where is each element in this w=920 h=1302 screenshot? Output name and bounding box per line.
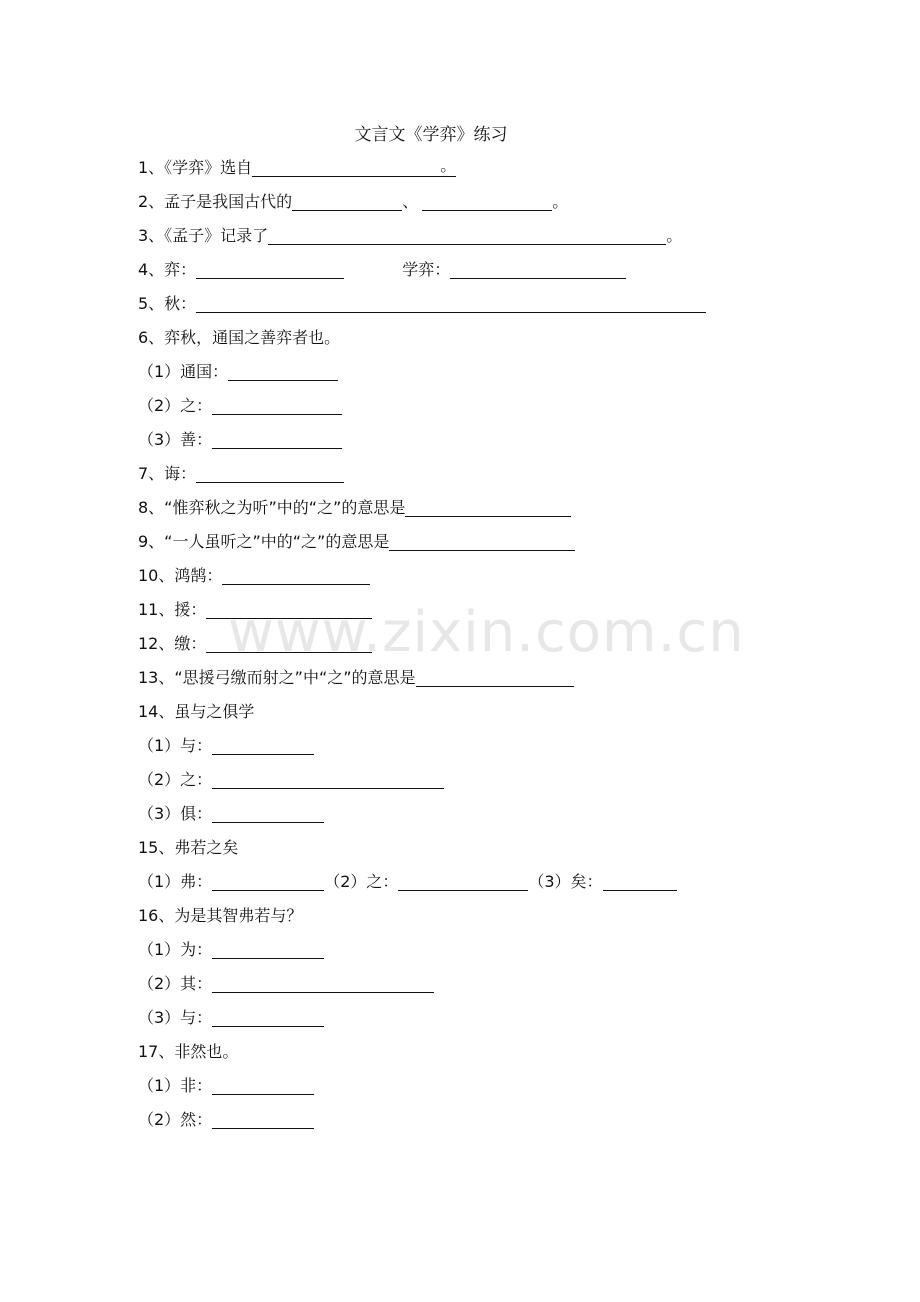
question-6-text: 6、弈秋，通国之善弈者也。: [138, 328, 341, 347]
answer-blank[interactable]: [603, 870, 677, 891]
question-1: [138, 155, 456, 181]
sub-question-text: （1）与：: [138, 736, 213, 755]
answer-blank[interactable]: [212, 768, 444, 789]
answer-blank[interactable]: [212, 972, 434, 993]
question-17-sub-2: [138, 1107, 314, 1133]
question-17-sub-1: [138, 1073, 314, 1099]
question-1-text: 1、《学弈》选自: [138, 158, 253, 177]
sub-question-text: （2）之：: [138, 396, 213, 415]
question-6-sub-1: [138, 359, 338, 385]
question-2: [138, 189, 568, 215]
question-16-sub-3: [138, 1005, 324, 1031]
answer-blank[interactable]: [212, 870, 324, 891]
question-8-text: 8、“惟弈秋之为听”中的“之”的意思是: [138, 498, 406, 517]
sub-question-text: （3）与：: [138, 1008, 213, 1027]
question-5-text: 5、秋：: [138, 294, 197, 313]
question-4-text-b: 学弈：: [402, 260, 451, 279]
question-12-text: 12、缴：: [138, 634, 207, 653]
sub-question-text: （3）矣：: [528, 872, 603, 891]
question-9: [138, 529, 575, 555]
question-10: [138, 563, 370, 589]
answer-blank[interactable]: [252, 156, 440, 177]
answer-blank[interactable]: [268, 224, 666, 245]
watermark: www.zixin.com.cn: [228, 600, 745, 665]
answer-blank[interactable]: [196, 292, 706, 313]
question-16: [138, 903, 302, 929]
question-17-text: 17、非然也。: [138, 1042, 239, 1061]
sub-question-text: （2）之：: [324, 872, 399, 891]
question-3-suffix: 。: [666, 226, 683, 245]
question-15: [138, 835, 238, 861]
question-8: [138, 495, 571, 521]
question-7: [138, 461, 344, 487]
question-5: [138, 291, 706, 317]
question-11-text: 11、援：: [138, 600, 207, 619]
question-4-text: 4、弈：: [138, 260, 197, 279]
question-10-text: 10、鸿鹄：: [138, 566, 223, 585]
question-6-sub-3: [138, 427, 342, 453]
question-14-sub-1: [138, 733, 314, 759]
question-3-text: 3、《孟子》记录了: [138, 226, 269, 245]
question-17: [138, 1039, 238, 1065]
answer-blank[interactable]: [212, 938, 324, 959]
answer-blank[interactable]: [212, 394, 342, 415]
sub-question-text: （1）非：: [138, 1076, 213, 1095]
sub-question-text: （1）通国：: [138, 362, 229, 381]
question-9-text: 9、“一人虽听之”中的“之”的意思是: [138, 532, 390, 551]
answer-blank[interactable]: [212, 428, 342, 449]
sub-question-text: （3）俱：: [138, 804, 213, 823]
question-2-separator: 、: [402, 192, 419, 211]
answer-blank[interactable]: [292, 190, 402, 211]
answer-blank[interactable]: [212, 1108, 314, 1129]
answer-blank[interactable]: [222, 564, 370, 585]
answer-blank[interactable]: [196, 462, 344, 483]
question-13-text: 13、“思援弓缴而射之”中“之”的意思是: [138, 668, 416, 687]
answer-blank[interactable]: [212, 802, 324, 823]
sub-question-text: （2）然：: [138, 1110, 213, 1129]
answer-blank[interactable]: [416, 666, 574, 687]
answer-blank[interactable]: [405, 496, 571, 517]
question-14-text: 14、虽与之俱学: [138, 702, 255, 721]
question-14-sub-2: [138, 767, 444, 793]
question-4: [138, 257, 626, 283]
question-1-suffix: 。: [440, 156, 457, 175]
question-16-text: 16、为是其智弗若与？: [138, 906, 303, 925]
question-15-subs: [138, 869, 677, 895]
answer-blank[interactable]: [228, 360, 338, 381]
question-7-text: 7、诲：: [138, 464, 197, 483]
sub-question-text: （1）弗：: [138, 872, 213, 891]
answer-blank[interactable]: [212, 1006, 324, 1027]
answer-blank[interactable]: [212, 1074, 314, 1095]
question-16-sub-1: [138, 937, 324, 963]
question-13: [138, 665, 574, 691]
question-15-text: 15、弗若之矣: [138, 838, 239, 857]
question-2-text: 2、孟子是我国古代的: [138, 192, 293, 211]
sub-question-text: （2）之：: [138, 770, 213, 789]
question-6-sub-2: [138, 393, 342, 419]
sub-question-text: （3）善：: [138, 430, 213, 449]
question-16-sub-2: [138, 971, 434, 997]
answer-blank[interactable]: [422, 190, 552, 211]
answer-blank[interactable]: [212, 734, 314, 755]
answer-blank[interactable]: [389, 530, 575, 551]
question-3: [138, 223, 682, 249]
answer-blank[interactable]: [450, 258, 626, 279]
sub-question-text: （1）为：: [138, 940, 213, 959]
answer-blank[interactable]: [398, 870, 528, 891]
question-6: [138, 325, 340, 351]
question-14: [138, 699, 254, 725]
sub-question-text: （2）其：: [138, 974, 213, 993]
question-2-suffix: 。: [552, 192, 569, 211]
page-title: 文言文《学弈》练习: [354, 125, 508, 145]
question-14-sub-3: [138, 801, 324, 827]
answer-blank[interactable]: [196, 258, 344, 279]
